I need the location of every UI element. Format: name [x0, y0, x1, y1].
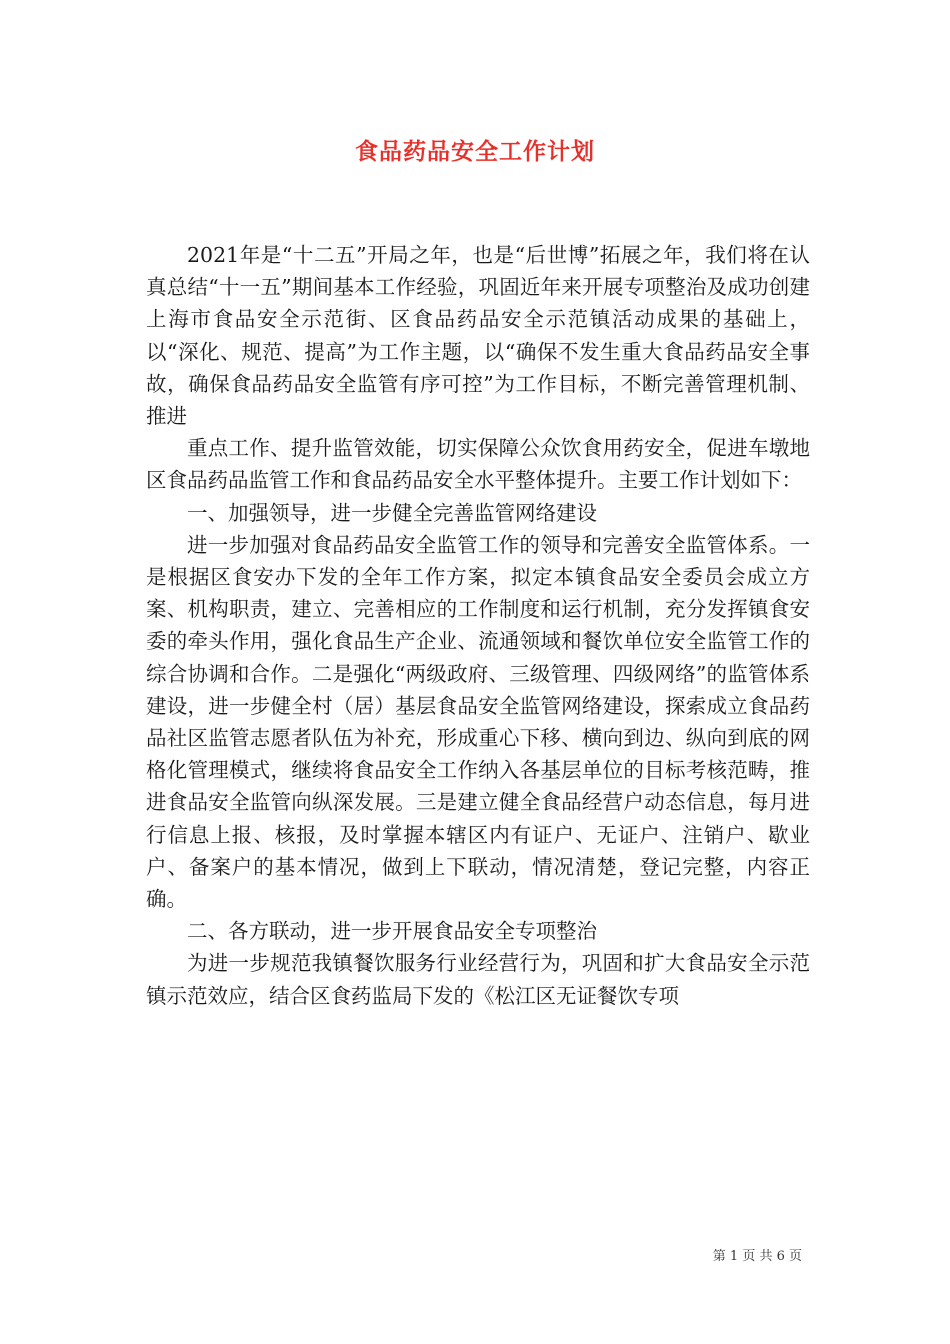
paragraph-section-2: 为进一步规范我镇餐饮服务行业经营行为，巩固和扩大食品安全示范镇示范效应，结合区食药监局下发的《松江区无证餐饮专项 [146, 951, 810, 1008]
section-heading-1: 一、加强领导，进一步健全完善监管网络建设 [187, 500, 597, 525]
paragraph-intro: 2021年是“十二五”开局之年，也是“后世博”拓展之年，我们将在认真总结“十一五”期间基本工作经验，巩固近年来开展专项整治及成功创建上海市食品安全示范街、区食品药品安全示范镇活动成果的基础上，以“深化、规范、提高”为工作主题，以“确保不发生重大食品药品安全事故，确保食品药品安全监管有序可控”为工作目标，不断完善管理机制、推进 [146, 243, 810, 429]
document-title: 食品药品安全工作计划 [355, 138, 595, 165]
paragraph-continuation: 重点工作、提升监管效能，切实保障公众饮食用药安全，促进车墩地区食品药品监管工作和食品药品安全水平整体提升。主要工作计划如下： [146, 436, 810, 493]
section-heading-2: 二、各方联动，进一步开展食品安全专项整治 [187, 919, 597, 944]
document-body [146, 239, 810, 1012]
paragraph-section-1: 进一步加强对食品药品安全监管工作的领导和完善安全监管体系。一是根据区食安办下发的全年工作方案，拟定本镇食品安全委员会成立方案、机构职责，建立、完善相应的工作制度和运行机制，充分发挥镇食安委的牵头作用，强化食品生产企业、流通领域和餐饮单位安全监管工作的综合协调和合作。二是强化“两级政府、三级管理、四级网络”的监管体系建设，进一步健全村（居）基层食品安全监管网络建设，探索成立食品药品社区监管志愿者队伍为补充，形成重心下移、横向到边、纵向到底的网格化管理模式，继续将食品安全工作纳入各基层单位的目标考核范畴，推进食品安全监管向纵深发展。三是建立健全食品经营户动态信息，每月进行信息上报、核报，及时掌握本辖区内有证户、无证户、注销户、歇业户、备案户的基本情况，做到上下联动，情况清楚，登记完整，内容正确。 [146, 532, 810, 912]
page-number-footer: 第 1 页 共 6 页 [712, 1249, 802, 1264]
